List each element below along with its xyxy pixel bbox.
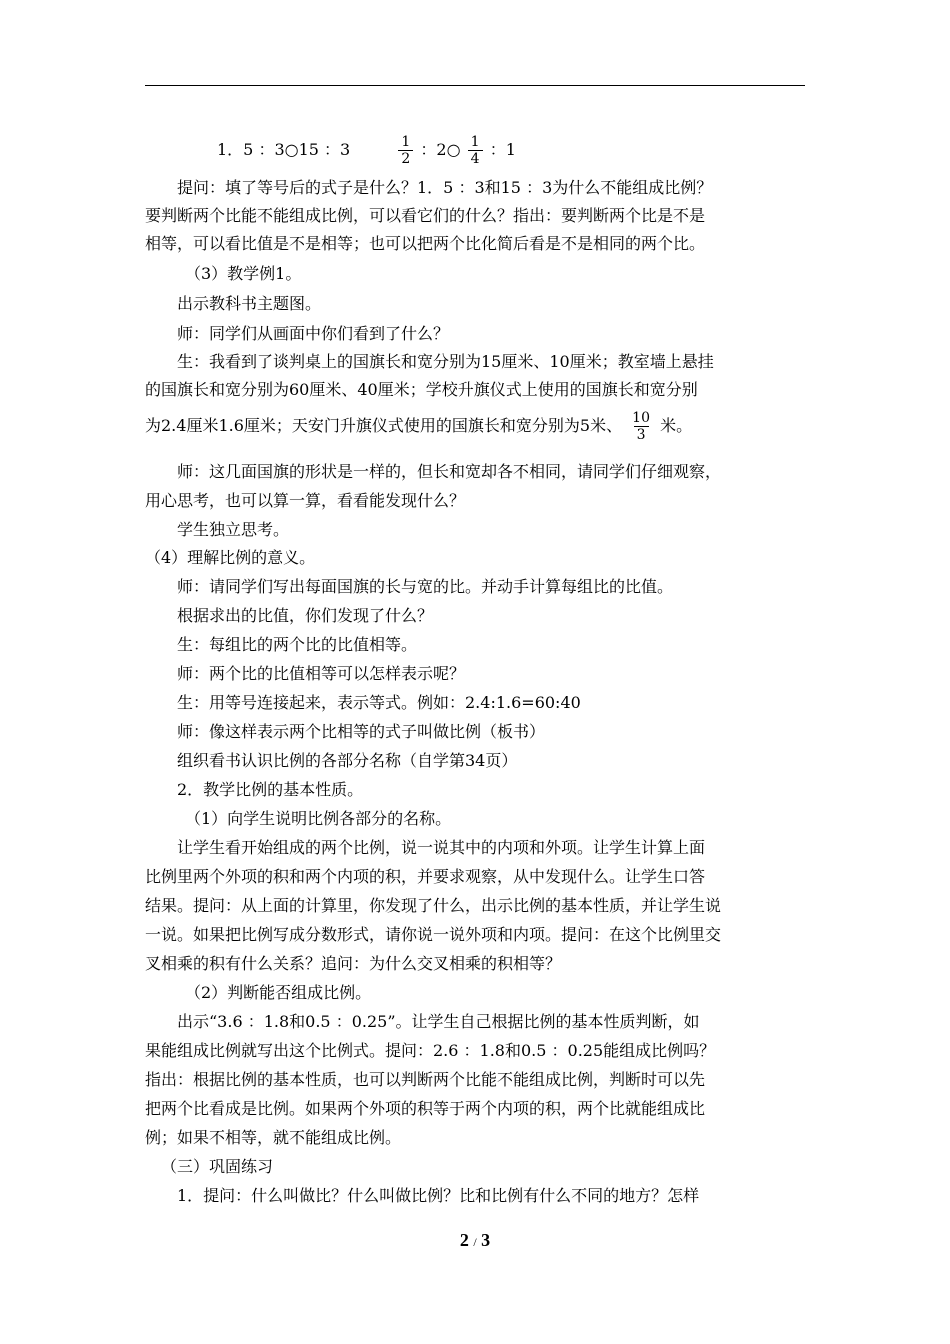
paragraph-line: 果能组成比例就写出这个比例式。提问：2.6 ：1.8和0.5 ：0.25能组成比例吗？ [145,1041,716,1060]
paragraph-line: 学生独立思考。 [177,520,290,539]
section-heading: （三）巩固练习 [161,1157,274,1176]
paragraph-line: 1．提问：什么叫做比？什么叫做比例？比和比例有什么不同的地方？怎样 [177,1186,700,1205]
paragraph-line: 生：我看到了谈判桌上的国旗长和宽分别为15厘米、10厘米；教室墙上悬挂 [177,352,714,371]
paragraph-line: 师：像这样表示两个比相等的式子叫做比例（板书） [177,722,546,741]
fraction-one-half: $\frac{1}{2}$ [398,134,413,167]
paragraph-line: 把两个比看成是比例。如果两个外项的积等于两个内项的积，两个比就能组成比 [145,1099,706,1118]
equation-line [217,134,516,167]
section-heading: （1）向学生说明比例各部分的名称。 [185,809,452,828]
equation-part-1: 1．5 ：3○15 ：3 [217,140,351,159]
paragraph-line: 师：同学们从画面中你们看到了什么？ [177,324,450,343]
header-rule [145,85,805,86]
paragraph-line: 组织看书认识比例的各部分名称（自学第34页） [177,751,518,770]
paragraph-line: 用心思考，也可以算一算，看看能发现什么？ [145,491,466,510]
flag-size-unit: 米。 [660,416,693,435]
equation-part-3: ：1 [489,140,516,159]
paragraph-line: 生：用等号连接起来，表示等式。例如：2.4:1.6=60:40 [177,693,581,712]
paragraph-line: 指出：根据比例的基本性质，也可以判断两个比能不能组成比例，判断时可以先 [145,1070,706,1089]
fraction-one-quarter: $\frac{1}{4}$ [468,134,483,167]
paragraph-line: 师：两个比的比值相等可以怎样表示呢？ [177,664,466,683]
paragraph-line: 比例里两个外项的积和两个内项的积，并要求观察，从中发现什么。让学生口答 [145,867,706,886]
section-heading: （3）教学例1。 [185,264,302,283]
paragraph-line: 要判断两个比能不能组成比例，可以看它们的什么？指出：要判断两个比是不是 [145,206,706,225]
page-separator: / [473,1235,477,1249]
paragraph-line: 出示教科书主题图。 [177,294,322,313]
total-pages: 3 [481,1230,491,1250]
current-page: 2 [459,1230,469,1250]
paragraph-line: 出示“3.6 ：1.8和0.5 ：0.25”。让学生自己根据比例的基本性质判断，如 [177,1012,700,1031]
paragraph-line: 根据求出的比值，你们发现了什么？ [177,606,434,625]
section-heading: 2．教学比例的基本性质。 [177,780,364,799]
section-heading: （2）判断能否组成比例。 [185,983,372,1002]
paragraph-line: 提问：填了等号后的式子是什么？1．5 ：3和15 ：3为什么不能组成比例？ [177,178,713,197]
flag-size-text: 为2.4厘米1.6厘米；天安门升旗仪式使用的国旗长和宽分别为5米、 [145,416,623,435]
paragraph-line: 结果。提问：从上面的计算里，你发现了什么，出示比例的基本性质，并让学生说 [145,896,722,915]
paragraph-line: 叉相乘的积有什么关系？追问：为什么交叉相乘的积相等？ [145,954,562,973]
section-heading: （4）理解比例的意义。 [145,548,316,567]
paragraph-line: 的国旗长和宽分别为60厘米、40厘米；学校升旗仪式上使用的国旗长和宽分别 [145,380,698,399]
paragraph-line: 让学生看开始组成的两个比例，说一说其中的内项和外项。让学生计算上面 [177,838,706,857]
flag-size-line [145,410,692,443]
paragraph-line: 例；如果不相等，就不能组成比例。 [145,1128,402,1147]
page-number [0,1230,950,1251]
paragraph-line: 相等，可以看比值是不是相等；也可以把两个比化简后看是不是相同的两个比。 [145,234,706,253]
paragraph-line: 一说。如果把比例写成分数形式，请你说一说外项和内项。提问：在这个比例里交 [145,925,722,944]
equation-part-2: ：2○ [420,140,461,159]
paragraph-line: 生：每组比的两个比的比值相等。 [177,635,418,654]
paragraph-line: 师：请同学们写出每面国旗的长与宽的比。并动手计算每组比的比值。 [177,577,674,596]
fraction-ten-thirds: $\frac{10}{3}$ [632,410,650,443]
paragraph-line: 师：这几面国旗的形状是一样的，但长和宽却各不相同，请同学们仔细观察， [177,462,722,481]
